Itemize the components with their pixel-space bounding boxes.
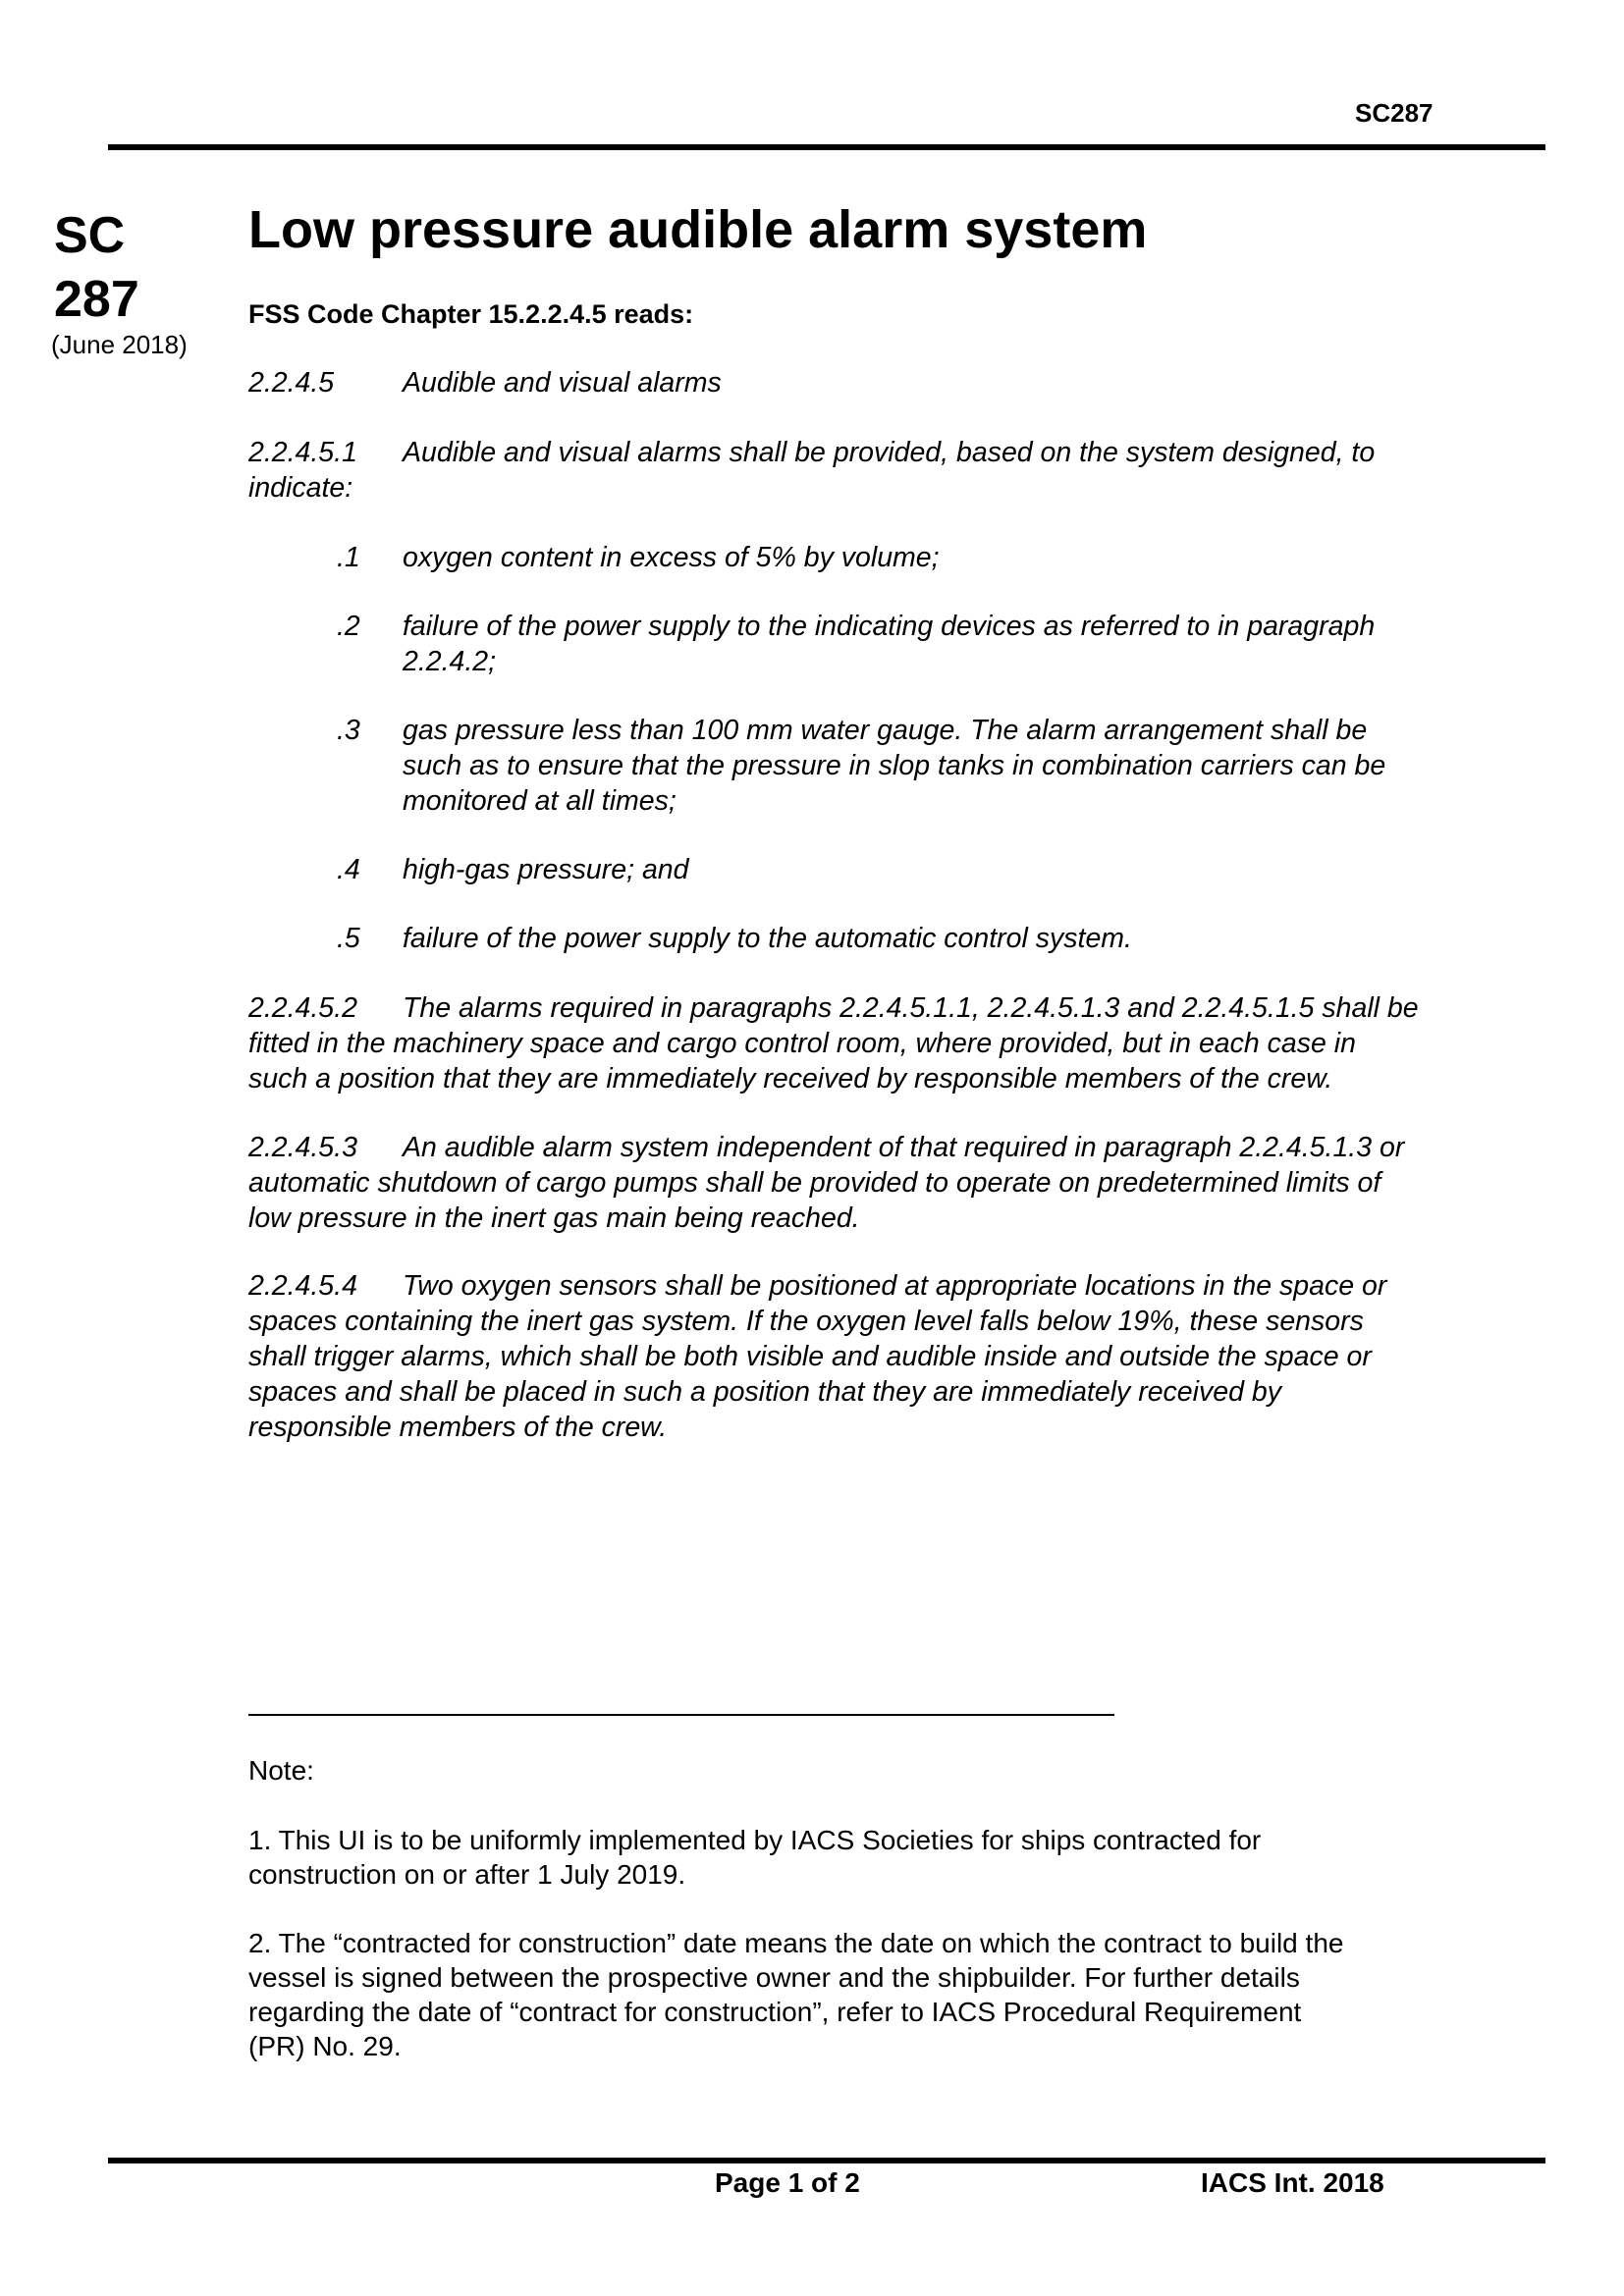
section-22453 [248,1130,1515,1236]
item-2-line: failure of the power supply to the indicating devices as referred to in paragraph [403,611,1376,642]
item-5-number: .5 [337,923,360,954]
note-heading: Note: [248,1755,314,1786]
section-2245-text: Audible and visual alarms [403,367,722,399]
page-title: Low pressure audible alarm system [248,200,1148,259]
section-2245-number: 2.2.4.5 [248,367,335,399]
note-item-2 [248,1926,1525,2063]
note-line: 1. This UI is to be uniformly implemented by IACS Societies for ships contracted for [248,1825,1262,1855]
section-22451-number: 2.2.4.5.1 [248,437,357,468]
item-4-number: .4 [337,854,360,885]
section-22454-number: 2.2.4.5.4 [248,1270,357,1302]
item-3-number: .3 [337,715,360,746]
section-22453-line: An audible alarm system independent of that required in paragraph 2.2.4.5.1.3 or [403,1132,1405,1163]
section-22451-line1: Audible and visual alarms shall be provided, based on the system designed, to [403,437,1376,468]
item-3-line: gas pressure less than 100 mm water gauge. The alarm arrangement shall be [403,715,1368,746]
section-22454-line: spaces and shall be placed in such a position that they are immediately received by [248,1376,1281,1408]
item-1-line: oxygen content in excess of 5% by volume; [403,542,940,573]
item-2-line: 2.2.4.2; [403,646,497,677]
sidebar-sc-label: SC [54,207,126,264]
section-22453-line: low pressure in the inert gas main being reached. [248,1202,860,1234]
item-3-line: such as to ensure that the pressure in slop tanks in combination carriers can be [403,750,1386,781]
sidebar-date: (June 2018) [51,330,188,359]
footnote-rule [248,1714,1114,1716]
section-22452-line: The alarms required in paragraphs 2.2.4.5.1.1, 2.2.4.5.1.3 and 2.2.4.5.1.5 shall be [403,992,1419,1024]
section-22452 [248,990,1515,1096]
note-item-1 [248,1823,1525,1892]
item-2-text [403,609,1502,679]
item-2-number: .2 [337,611,360,642]
section-22452-line: such a position that they are immediately received by responsible members of the crew. [248,1063,1333,1095]
item-5-line: failure of the power supply to the automatic control system. [403,923,1132,954]
item-4-line: high-gas pressure; and [403,854,689,885]
item-1-number: .1 [337,542,360,573]
item-3-line: monitored at all times; [403,785,677,817]
section-22454-line: Two oxygen sensors shall be positioned at appropriate locations in the space or [403,1270,1387,1302]
section-22454-line: responsible members of the crew. [248,1412,668,1443]
note-line: 2. The “contracted for construction” date means the date on which the contract to build the [248,1928,1344,1958]
section-22454 [248,1268,1515,1445]
footer-rule [108,2158,1545,2163]
item-5-text [403,921,1502,956]
sidebar-sc-code: 287 [54,271,139,328]
item-1-text [403,540,1502,575]
footer-page-number: Page 1 of 2 [715,2167,860,2198]
section-22451 [248,435,1515,506]
note-line: (PR) No. 29. [248,2031,402,2061]
section-22451-line2: indicate: [248,472,353,504]
section-22453-line: automatic shutdown of cargo pumps shall be provided to operate on predetermined limits of [248,1167,1381,1199]
item-4-text [403,852,1502,887]
header-document-code: SC287 [1355,98,1434,128]
section-22454-line: spaces containing the inert gas system. If the oxygen level falls below 19%, these sensors [248,1306,1364,1337]
section-22452-number: 2.2.4.5.2 [248,992,357,1024]
subtitle: FSS Code Chapter 15.2.2.4.5 reads: [248,299,694,329]
item-3-text [403,713,1502,819]
header-rule [108,144,1545,150]
note-line: construction on or after 1 July 2019. [248,1859,686,1890]
section-22452-line: fitted in the machinery space and cargo control room, where provided, but in each case in [248,1028,1356,1059]
note-line: regarding the date of “contract for construction”, refer to IACS Procedural Requirement [248,1997,1302,2027]
section-22453-number: 2.2.4.5.3 [248,1132,357,1163]
footer-organization: IACS Int. 2018 [1201,2167,1384,2198]
section-22454-line: shall trigger alarms, which shall be both visible and audible inside and outside the space or [248,1341,1372,1372]
note-line: vessel is signed between the prospective owner and the shipbuilder. For further details [248,1962,1300,1993]
sidebar-sc-number [54,204,139,332]
